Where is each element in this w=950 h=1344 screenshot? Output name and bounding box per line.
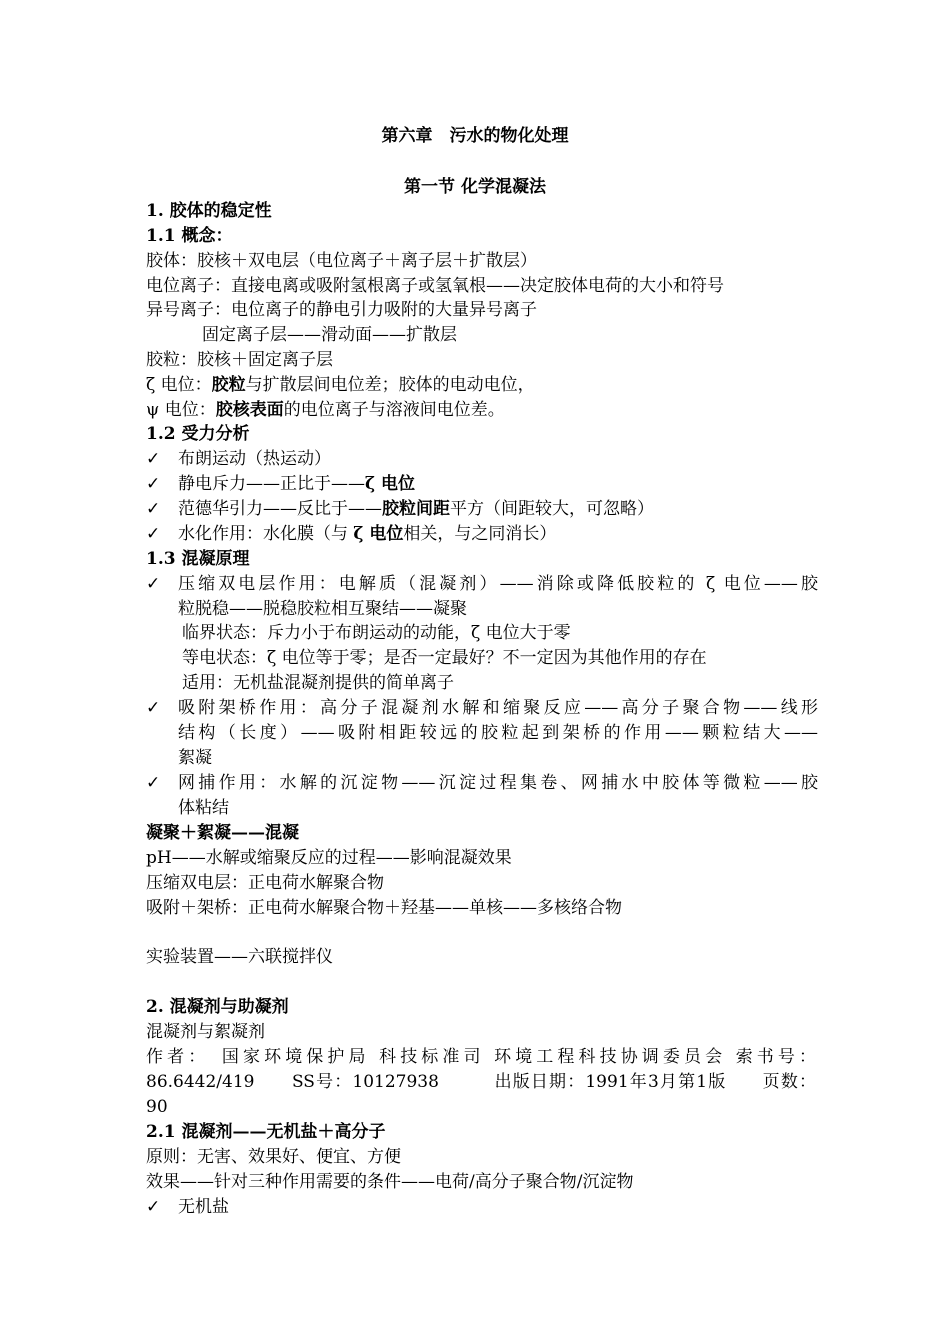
line-zeta-potential (146, 373, 816, 398)
force-brownian-text: 布朗运动（热运动） (178, 449, 331, 469)
line-effect: 效果——针对三种作用需要的条件——电荷/高分子聚合物/沉淀物 (146, 1172, 634, 1192)
line-compression: 压缩双电层：正电荷水解聚合物 (146, 873, 384, 893)
principle-compression-line1: 压缩双电层作用：电解质（混凝剂）——消除或降低胶粒的 ζ 电位——胶 (178, 574, 818, 594)
principle-sweep-line1: 网捕作用：水解的沉淀物——沉淀过程集卷、网捕水中胶体等微粒——胶 (178, 773, 818, 793)
force-vdw-text: 范德华引力——反比于—— (178, 499, 382, 519)
line-book: 混凝剂与絮凝剂 (146, 1022, 265, 1042)
section-title: 第一节 化学混凝法 (404, 177, 546, 197)
check-icon: ✓ (146, 524, 161, 544)
zeta-label: ζ 电位： (146, 375, 212, 395)
force-vdw-post: 平方（间距较大，可忽略） (450, 499, 654, 519)
critical-state: 临界状态：斥力小于布朗运动的动能，ζ 电位大于零 (182, 623, 571, 643)
heading-1: 1. 胶体的稳定性 (146, 201, 272, 221)
principle-compression-line2: 粒脱稳——脱稳胶粒相互聚结——凝聚 (178, 599, 467, 619)
applicable-note: 适用：无机盐混凝剂提供的简单离子 (182, 673, 454, 693)
line-meta: 86.6442/419 SS号：10127938 出版日期：1991年3月第1版 页数： (146, 1072, 816, 1092)
check-icon: ✓ (146, 499, 161, 519)
heading-2: 2. 混凝剂与助凝剂 (146, 997, 289, 1017)
principle-sweep-line2: 体粘结 (178, 798, 229, 818)
chapter-title: 第六章 污水的物化处理 (381, 126, 569, 146)
force-hydration (146, 522, 816, 547)
line-psi-potential (146, 398, 816, 423)
zeta-text: 与扩散层间电位差；胶体的电动电位， (245, 375, 535, 395)
line-particle: 胶粒：胶核＋固定离子层 (146, 350, 333, 370)
summary-coagulation: 凝聚＋絮凝——混凝 (146, 823, 299, 843)
heading-2-1: 2.1 混凝剂——无机盐＋高分子 (146, 1122, 386, 1142)
check-icon: ✓ (146, 698, 161, 718)
force-hydration-post: 相关，与之同消长） (403, 524, 557, 544)
check-icon: ✓ (146, 773, 161, 793)
line-pages: 90 (146, 1097, 168, 1117)
psi-label: ψ 电位： (146, 400, 216, 420)
principle-bridging-line1: 吸附架桥作用：高分子混凝剂水解和缩聚反应——高分子聚合物——线形 (178, 698, 818, 718)
check-icon: ✓ (146, 574, 161, 594)
line-author: 作者： 国家环境保护局 科技标准司 环境工程科技协调委员会 索书号： (146, 1047, 816, 1067)
heading-1-2: 1.2 受力分析 (146, 424, 250, 444)
check-icon: ✓ (146, 474, 161, 494)
heading-1-1: 1.1 概念： (146, 226, 233, 246)
line-device: 实验装置——六联搅拌仪 (146, 947, 333, 967)
line-principle: 原则：无害、效果好、便宜、方便 (146, 1147, 401, 1167)
principle-bridging-line2: 结构（长度）——吸附相距较远的胶粒起到架桥的作用——颗粒结大—— (178, 723, 818, 743)
item-inorganic-text: 无机盐 (178, 1197, 229, 1217)
line-adsorption: 吸附＋架桥：正电荷水解聚合物＋羟基——单核——多核络合物 (146, 898, 622, 918)
force-brownian (146, 447, 816, 472)
check-icon: ✓ (146, 449, 161, 469)
isoelectric-state: 等电状态：ζ 电位等于零；是否一定最好？不一定因为其他作用的存在 (182, 648, 707, 668)
force-vdw-bold: 胶粒间距 (382, 499, 450, 519)
force-hydration-bold: ζ 电位 (353, 524, 404, 544)
line-layers: 固定离子层——滑动面——扩散层 (202, 325, 457, 345)
force-hydration-text: 水化作用：水化膜（与 (178, 524, 354, 544)
principle-bridging-line3: 絮凝 (178, 748, 212, 768)
check-icon: ✓ (146, 1197, 161, 1217)
psi-bold: 胶核表面 (215, 400, 284, 420)
force-van-der-waals (146, 497, 816, 522)
force-electrostatic-text: 静电斥力——正比于—— (178, 474, 365, 494)
zeta-bold: 胶粒 (211, 375, 246, 395)
item-inorganic (146, 1195, 816, 1220)
line-potential-ion: 电位离子：直接电离或吸附氢根离子或氢氧根——决定胶体电荷的大小和符号 (146, 276, 724, 296)
force-electrostatic-bold: ζ 电位 (365, 474, 415, 494)
line-counter-ion: 异号离子：电位离子的静电引力吸附的大量异号离子 (146, 300, 537, 320)
line-colloid: 胶体：胶核＋双电层（电位离子＋离子层＋扩散层） (146, 251, 537, 271)
psi-text: 的电位离子与溶液间电位差。 (283, 400, 505, 420)
force-electrostatic (146, 472, 816, 497)
heading-1-3: 1.3 混凝原理 (146, 549, 250, 569)
line-ph: pH——水解或缩聚反应的过程——影响混凝效果 (146, 848, 512, 868)
